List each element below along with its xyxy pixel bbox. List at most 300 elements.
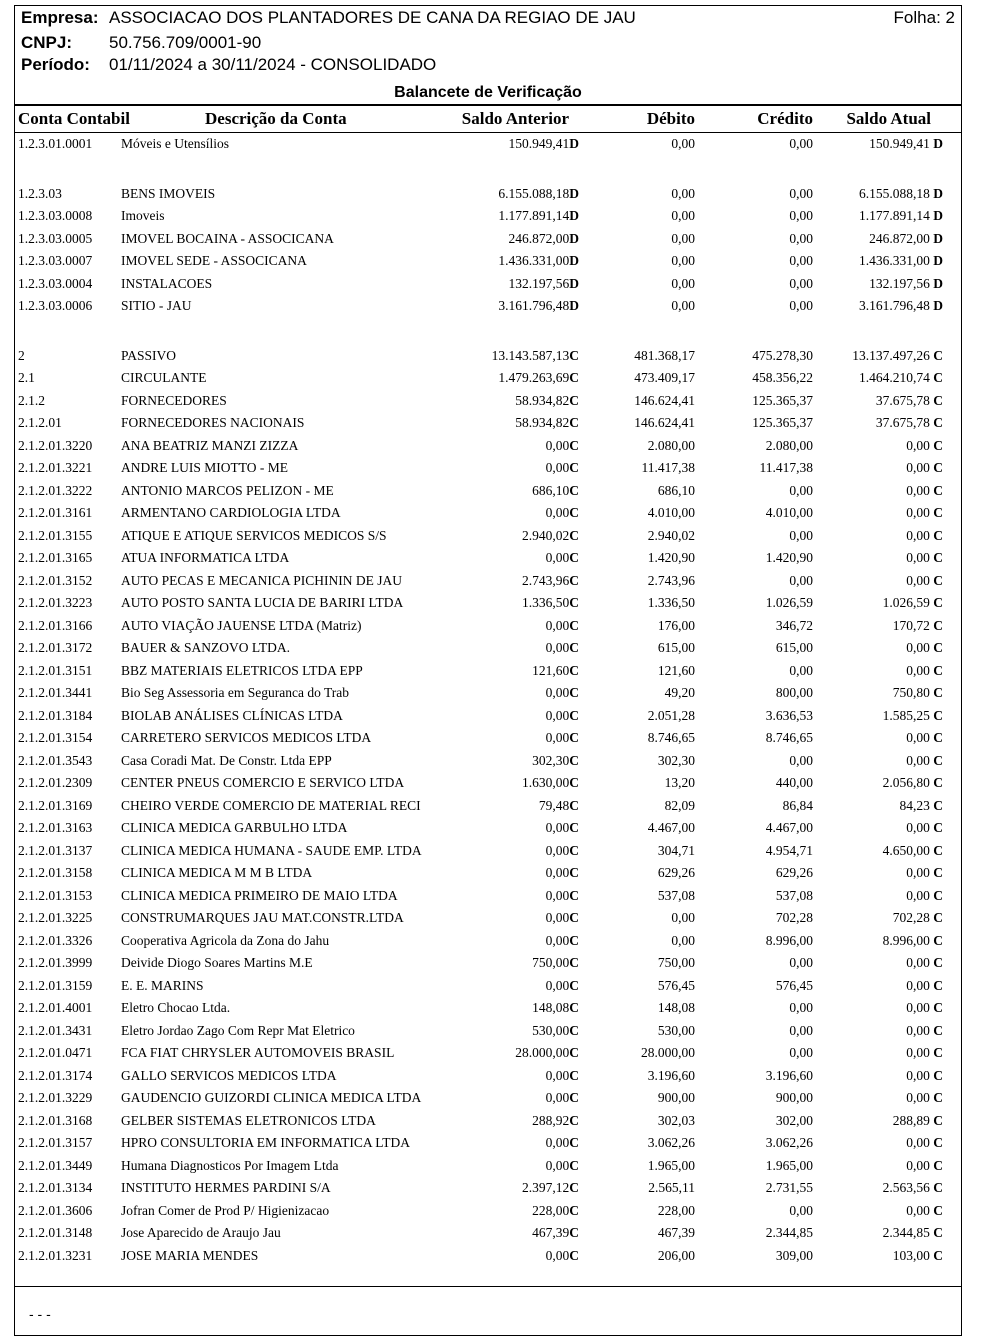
account-code-code: 2.1.2.01.3543 xyxy=(18,752,93,768)
account-code xyxy=(18,930,92,953)
credito-cell-cred: 0,00 xyxy=(789,1045,813,1060)
credito-cell xyxy=(783,795,813,818)
debito-cell-deb: 0,00 xyxy=(671,185,695,201)
saldo-anterior-cell-prev_t: C xyxy=(569,1202,579,1218)
saldo-atual-cell xyxy=(883,930,943,953)
saldo-anterior-cell xyxy=(546,862,579,885)
saldo-anterior-cell-prev_t: C xyxy=(569,730,579,745)
debito-cell-deb: 750,00 xyxy=(657,955,695,970)
credito-cell-cred: 3.062,26 xyxy=(765,1135,813,1150)
credito-cell-cred: 576,45 xyxy=(775,977,813,993)
account-description-desc: Jofran Comer de Prod P/ Higienizacao xyxy=(121,1202,330,1218)
saldo-anterior-cell-prev: 0,00 xyxy=(545,865,570,880)
credito-cell-cred: 0,00 xyxy=(789,752,813,768)
saldo-anterior-cell xyxy=(522,772,579,795)
credito-cell-cred: 0,00 xyxy=(789,482,813,498)
debito-cell xyxy=(648,817,695,840)
credito-cell-cred: 0,00 xyxy=(789,1022,813,1038)
account-code xyxy=(18,205,92,228)
account-code-code: 2.1.2.01.3221 xyxy=(18,460,93,475)
account-code-code: 2.1.2.01.3606 xyxy=(18,1202,93,1218)
saldo-anterior-cell-prev: 1.177.891,14 xyxy=(498,208,570,223)
saldo-anterior-cell xyxy=(546,1245,579,1268)
saldo-atual-cell-cur_t: C xyxy=(933,955,943,970)
saldo-atual-cell xyxy=(893,1110,943,1133)
saldo-anterior-cell xyxy=(532,660,579,683)
debito-cell xyxy=(665,795,695,818)
credito-cell-cred: 1.965,00 xyxy=(765,1157,813,1173)
saldo-atual-cell-cur_t: C xyxy=(933,887,943,903)
saldo-anterior-cell xyxy=(515,1042,579,1065)
credito-cell-cred: 2.344,85 xyxy=(765,1225,813,1240)
account-code-code: 2.1.2.01.3161 xyxy=(18,505,93,520)
account-code xyxy=(18,1020,92,1043)
account-description xyxy=(121,570,402,593)
account-code xyxy=(18,750,92,773)
saldo-atual-cell-cur: 13.137.497,26 xyxy=(852,347,930,363)
account-description xyxy=(121,1132,410,1155)
debito-cell xyxy=(648,705,695,728)
saldo-anterior-cell-prev: 0,00 xyxy=(545,977,570,993)
table-row xyxy=(15,1155,961,1178)
saldo-atual-cell-cur: 702,28 xyxy=(892,910,930,925)
credito-cell xyxy=(789,750,813,773)
saldo-atual-cell xyxy=(859,250,943,273)
saldo-anterior-cell-prev: 6.155.088,18 xyxy=(498,185,570,201)
account-description xyxy=(121,817,347,840)
account-code xyxy=(18,250,92,273)
account-code-code: 2.1.2.01.3152 xyxy=(18,572,93,588)
account-description-desc: BENS IMOVEIS xyxy=(121,185,216,201)
debito-cell xyxy=(658,615,695,638)
saldo-anterior-cell-prev_t: C xyxy=(569,955,579,970)
empresa-line xyxy=(21,7,636,29)
account-description-desc: Eletro Jordao Zago Com Repr Mat Eletrico xyxy=(121,1022,355,1038)
saldo-anterior-cell-prev: 2.397,12 xyxy=(522,1180,570,1195)
debito-cell-deb: 28.000,00 xyxy=(641,1045,695,1060)
saldo-atual-cell-cur: 0,00 xyxy=(906,1000,930,1015)
debito-cell xyxy=(658,840,695,863)
saldo-anterior-cell xyxy=(546,682,579,705)
credito-cell xyxy=(776,1110,813,1133)
saldo-atual-cell-cur: 170,72 xyxy=(892,617,930,633)
debito-cell-deb: 0,00 xyxy=(671,932,695,948)
saldo-atual-cell-cur: 6.155.088,18 xyxy=(859,185,930,201)
saldo-atual-cell xyxy=(906,997,943,1020)
saldo-anterior-cell-prev: 0,00 xyxy=(545,617,570,633)
account-code-code: 2.1.2.01.3165 xyxy=(18,550,93,565)
saldo-atual-cell-cur_t: C xyxy=(933,1225,943,1240)
account-code-code: 1.2.3.03.0007 xyxy=(18,253,93,268)
saldo-atual-cell-cur_t: C xyxy=(933,527,943,543)
saldo-atual-cell xyxy=(859,295,943,318)
column-saldo-anterior: Saldo Anterior xyxy=(461,109,569,128)
table-row xyxy=(15,1087,961,1110)
table-row xyxy=(15,412,961,435)
saldo-atual-cell xyxy=(869,133,943,156)
debito-cell-deb: 4.010,00 xyxy=(647,505,695,520)
credito-cell-cred: 702,28 xyxy=(775,910,813,925)
saldo-atual-cell-cur_t: D xyxy=(933,208,943,223)
account-code-code: 2.1.2.01.4001 xyxy=(18,1000,93,1015)
saldo-anterior-cell xyxy=(546,885,579,908)
saldo-atual-cell-cur: 0,00 xyxy=(906,1045,930,1060)
saldo-anterior-cell-prev: 1.630,00 xyxy=(522,775,570,790)
saldo-atual-cell-cur_t: C xyxy=(933,370,943,385)
account-description xyxy=(121,502,341,525)
saldo-anterior-cell-prev_t: C xyxy=(569,752,579,768)
saldo-atual-cell-cur_t: C xyxy=(933,415,943,430)
saldo-anterior-cell-prev: 2.940,02 xyxy=(522,527,570,543)
credito-cell-cred: 2.080,00 xyxy=(765,437,813,453)
saldo-anterior-cell xyxy=(546,1155,579,1178)
saldo-atual-cell-cur: 0,00 xyxy=(906,482,930,498)
folha-label: Folha: xyxy=(893,8,941,27)
table-row xyxy=(15,390,961,413)
credito-cell-cred: 3.636,53 xyxy=(765,707,813,723)
saldo-atual-cell-cur_t: C xyxy=(933,662,943,678)
debito-cell-deb: 0,00 xyxy=(671,208,695,223)
saldo-atual-cell xyxy=(906,1020,943,1043)
saldo-anterior-cell xyxy=(546,547,579,570)
debito-cell xyxy=(671,228,695,251)
saldo-atual-cell-cur_t: C xyxy=(933,1045,943,1060)
credito-cell-cred: 0,00 xyxy=(789,662,813,678)
account-description-desc: ATIQUE E ATIQUE SERVICOS MEDICOS S/S xyxy=(121,527,387,543)
account-description-desc: CLINICA MEDICA HUMANA - SAUDE EMP. LTDA xyxy=(121,842,422,858)
saldo-anterior-cell-prev_t: C xyxy=(569,505,579,520)
empresa-label: Empresa: xyxy=(21,8,99,27)
folha xyxy=(894,7,955,29)
saldo-anterior-cell xyxy=(532,1222,579,1245)
account-code-code: 1.2.3.01.0001 xyxy=(18,136,93,151)
saldo-atual-cell xyxy=(906,952,943,975)
debito-cell-deb: 146.624,41 xyxy=(634,415,695,430)
account-description-desc: Casa Coradi Mat. De Constr. Ltda EPP xyxy=(121,752,332,768)
account-description-desc: Bio Seg Assessoria em Seguranca do Trab xyxy=(121,685,349,700)
saldo-anterior-cell xyxy=(498,250,579,273)
debito-cell-deb: 473.409,17 xyxy=(634,370,695,385)
account-code-code: 2.1.2.01.3231 xyxy=(18,1247,93,1263)
credito-cell-cred: 1.420,90 xyxy=(765,550,813,565)
saldo-atual-cell-cur: 1.026,59 xyxy=(882,595,930,610)
saldo-anterior-cell-prev_t: C xyxy=(569,887,579,903)
account-code xyxy=(18,273,92,296)
saldo-anterior-cell-prev: 530,00 xyxy=(532,1022,570,1038)
saldo-atual-cell-cur_t: C xyxy=(933,685,943,700)
credito-cell xyxy=(776,975,813,998)
account-code xyxy=(18,1245,92,1268)
account-code xyxy=(18,907,92,930)
saldo-anterior-cell-prev_t: D xyxy=(569,136,579,151)
saldo-anterior-cell-prev: 79,48 xyxy=(538,797,570,813)
debito-cell xyxy=(648,502,695,525)
saldo-anterior-cell-prev: 228,00 xyxy=(532,1202,570,1218)
saldo-anterior-cell xyxy=(498,205,579,228)
saldo-anterior-cell-prev: 0,00 xyxy=(545,1247,570,1263)
credito-cell xyxy=(776,772,813,795)
debito-cell-deb: 615,00 xyxy=(657,640,695,655)
saldo-atual-cell-cur: 8.996,00 xyxy=(882,932,930,948)
debito-cell xyxy=(648,1155,695,1178)
credito-cell-cred: 0,00 xyxy=(789,275,813,291)
debito-cell xyxy=(671,133,695,156)
credito-cell-cred: 0,00 xyxy=(789,527,813,543)
saldo-atual-cell xyxy=(906,1132,943,1155)
saldo-atual-cell-cur: 132.197,56 xyxy=(869,275,930,291)
account-code-code: 2.1.2.01.3154 xyxy=(18,730,93,745)
credito-cell-cred: 302,00 xyxy=(775,1112,813,1128)
saldo-atual-cell xyxy=(906,1155,943,1178)
account-description xyxy=(121,435,298,458)
saldo-anterior-cell xyxy=(522,525,579,548)
saldo-anterior-cell-prev: 0,00 xyxy=(545,1067,570,1083)
account-code xyxy=(18,1065,92,1088)
saldo-anterior-cell xyxy=(546,435,579,458)
saldo-atual-cell-cur_t: C xyxy=(933,460,943,475)
account-description xyxy=(121,205,165,228)
account-description-desc: Móveis e Utensílios xyxy=(121,136,229,151)
saldo-atual-cell xyxy=(906,660,943,683)
account-description-desc: CARRETERO SERVICOS MEDICOS LTDA xyxy=(121,730,372,745)
account-description-desc: Cooperativa Agricola da Zona do Jahu xyxy=(121,932,330,948)
saldo-atual-cell-cur: 0,00 xyxy=(906,887,930,903)
credito-cell-cred: 0,00 xyxy=(789,1000,813,1015)
account-description xyxy=(121,367,207,390)
saldo-atual-cell-cur_t: C xyxy=(933,730,943,745)
account-description-desc: GALLO SERVICOS MEDICOS LTDA xyxy=(121,1067,337,1083)
debito-cell-deb: 8.746,65 xyxy=(647,730,695,745)
account-code xyxy=(18,817,92,840)
account-description xyxy=(121,228,334,251)
saldo-anterior-cell-prev_t: D xyxy=(569,230,579,246)
table-row xyxy=(15,183,961,206)
account-description xyxy=(121,727,371,750)
saldo-anterior-cell-prev_t: C xyxy=(569,347,579,363)
periodo-label: Período: xyxy=(21,55,90,74)
debito-cell-deb: 228,00 xyxy=(657,1202,695,1218)
saldo-atual-cell-cur: 0,00 xyxy=(906,955,930,970)
account-code xyxy=(18,885,92,908)
account-code xyxy=(18,547,92,570)
saldo-atual-cell-cur: 2.563,56 xyxy=(882,1180,930,1195)
saldo-atual-cell-cur: 0,00 xyxy=(906,1135,930,1150)
saldo-atual-cell-cur_t: C xyxy=(933,347,943,363)
account-code-code: 2.1.2.01.3137 xyxy=(18,842,93,858)
account-description xyxy=(121,682,349,705)
saldo-atual-cell-cur_t: C xyxy=(933,595,943,610)
saldo-anterior-cell-prev: 1.479.263,69 xyxy=(498,370,570,385)
account-description xyxy=(121,907,404,930)
debito-cell-deb: 146.624,41 xyxy=(634,392,695,408)
debito-cell xyxy=(648,1132,695,1155)
saldo-atual-cell xyxy=(906,750,943,773)
account-description-desc: Humana Diagnosticos Por Imagem Ltda xyxy=(121,1157,339,1173)
account-description xyxy=(121,133,229,156)
spacer-row xyxy=(15,156,961,183)
saldo-atual-cell xyxy=(906,435,943,458)
account-description xyxy=(121,1042,394,1065)
debito-cell xyxy=(671,295,695,318)
account-code xyxy=(18,1132,92,1155)
saldo-anterior-cell-prev_t: C xyxy=(569,707,579,723)
table-row xyxy=(15,637,961,660)
account-description xyxy=(121,1020,355,1043)
saldo-anterior-cell-prev_t: C xyxy=(569,415,579,430)
debito-cell xyxy=(648,592,695,615)
debito-cell-deb: 49,20 xyxy=(664,685,695,700)
debito-cell-deb: 0,00 xyxy=(671,298,695,313)
debito-cell-deb: 2.940,02 xyxy=(647,527,695,543)
debito-cell xyxy=(658,1110,695,1133)
debito-cell xyxy=(658,480,695,503)
account-code-code: 2.1.2.01.3157 xyxy=(18,1135,93,1150)
account-code xyxy=(18,435,92,458)
saldo-anterior-cell xyxy=(546,1087,579,1110)
debito-cell-deb: 0,00 xyxy=(671,910,695,925)
debito-cell-deb: 1.965,00 xyxy=(647,1157,695,1173)
debito-cell xyxy=(658,750,695,773)
account-description xyxy=(121,705,343,728)
saldo-atual-cell-cur: 0,00 xyxy=(906,527,930,543)
saldo-anterior-cell-prev_t: C xyxy=(569,370,579,385)
account-code xyxy=(18,183,62,206)
account-code xyxy=(18,772,92,795)
credito-cell xyxy=(776,862,813,885)
saldo-atual-cell xyxy=(876,412,943,435)
debito-cell xyxy=(648,435,695,458)
table-row xyxy=(15,1200,961,1223)
saldo-anterior-cell-prev_t: C xyxy=(569,1090,579,1105)
saldo-atual-cell xyxy=(906,457,943,480)
saldo-atual-cell xyxy=(893,1245,943,1268)
saldo-anterior-cell-prev: 0,00 xyxy=(545,842,570,858)
account-description-desc: CLINICA MEDICA PRIMEIRO DE MAIO LTDA xyxy=(121,887,398,903)
saldo-atual-cell-cur: 0,00 xyxy=(906,1090,930,1105)
saldo-anterior-cell-prev_t: D xyxy=(569,208,579,223)
credito-cell xyxy=(766,1065,813,1088)
credito-cell xyxy=(776,907,813,930)
account-code xyxy=(18,862,92,885)
credito-cell-cred: 309,00 xyxy=(775,1247,813,1263)
saldo-anterior-cell-prev_t: D xyxy=(569,298,579,313)
table-row xyxy=(15,1132,961,1155)
saldo-atual-cell-cur_t: C xyxy=(933,820,943,835)
debito-cell xyxy=(648,727,695,750)
saldo-atual-cell-cur_t: C xyxy=(933,572,943,588)
credito-cell-cred: 1.026,59 xyxy=(765,595,813,610)
account-code-code: 2.1.2.01.3326 xyxy=(18,932,93,948)
debito-cell xyxy=(648,570,695,593)
account-description xyxy=(121,952,313,975)
saldo-anterior-cell xyxy=(522,1177,579,1200)
account-description-desc: INSTALACOES xyxy=(121,275,213,291)
debito-cell xyxy=(658,1020,695,1043)
debito-cell-deb: 2.743,96 xyxy=(647,572,695,588)
account-code-code: 2.1.2.01.3441 xyxy=(18,685,93,700)
account-code-code: 2.1.2.01.3163 xyxy=(18,820,93,835)
account-description-desc: AUTO PECAS E MECANICA PICHININ DE JAU xyxy=(121,572,403,588)
saldo-anterior-cell-prev_t: C xyxy=(569,617,579,633)
saldo-anterior-cell xyxy=(522,592,579,615)
credito-cell xyxy=(789,133,813,156)
saldo-anterior-cell xyxy=(546,930,579,953)
credito-cell-cred: 3.196,60 xyxy=(765,1067,813,1083)
account-code xyxy=(18,412,62,435)
credito-cell xyxy=(789,952,813,975)
saldo-anterior-cell xyxy=(546,502,579,525)
saldo-atual-cell xyxy=(906,637,943,660)
saldo-atual-cell xyxy=(859,183,943,206)
saldo-anterior-cell xyxy=(532,1110,579,1133)
saldo-anterior-cell-prev: 750,00 xyxy=(532,955,570,970)
saldo-anterior-cell-prev_t: D xyxy=(569,253,579,268)
saldo-atual-cell xyxy=(876,390,943,413)
table-row xyxy=(15,570,961,593)
account-description-desc: ATUA INFORMATICA LTDA xyxy=(121,550,290,565)
debito-cell xyxy=(671,273,695,296)
saldo-anterior-cell-prev_t: C xyxy=(569,1180,579,1195)
account-code xyxy=(18,502,92,525)
saldo-anterior-cell-prev_t: C xyxy=(569,1045,579,1060)
account-code xyxy=(18,133,92,156)
account-description xyxy=(121,1245,258,1268)
debito-cell xyxy=(634,412,695,435)
account-description-desc: CIRCULANTE xyxy=(121,370,207,385)
credito-cell xyxy=(789,1042,813,1065)
account-code-code: 2.1.2.01.3169 xyxy=(18,797,93,813)
credito-cell-cred: 440,00 xyxy=(775,775,813,790)
credito-cell xyxy=(776,1087,813,1110)
table-row xyxy=(15,592,961,615)
account-code-code: 2.1.2.01.3223 xyxy=(18,595,93,610)
table-row xyxy=(15,682,961,705)
saldo-atual-cell xyxy=(906,547,943,570)
debito-cell-deb: 576,45 xyxy=(657,977,695,993)
credito-cell xyxy=(766,1132,813,1155)
credito-cell-cred: 458.356,22 xyxy=(752,370,813,385)
saldo-anterior-cell xyxy=(532,750,579,773)
credito-cell xyxy=(766,1155,813,1178)
credito-cell xyxy=(776,615,813,638)
credito-cell xyxy=(776,637,813,660)
saldo-anterior-cell xyxy=(509,133,580,156)
account-code-code: 2 xyxy=(18,347,25,363)
account-description-desc: CLINICA MEDICA M M B LTDA xyxy=(121,865,313,880)
saldo-anterior-cell xyxy=(546,705,579,728)
saldo-anterior-cell-prev: 0,00 xyxy=(545,640,570,655)
account-description xyxy=(121,637,290,660)
account-description-desc: AUTO POSTO SANTA LUCIA DE BARIRI LTDA xyxy=(121,595,404,610)
credito-cell xyxy=(766,435,813,458)
account-code xyxy=(18,975,92,998)
saldo-anterior-cell xyxy=(498,183,579,206)
account-code xyxy=(18,615,92,638)
saldo-anterior-cell-prev: 121,60 xyxy=(532,662,570,678)
saldo-atual-cell-cur_t: D xyxy=(933,298,943,313)
account-description xyxy=(121,862,312,885)
credito-cell xyxy=(789,660,813,683)
credito-cell xyxy=(766,817,813,840)
account-code-code: 2.1.2.01.3168 xyxy=(18,1112,93,1128)
saldo-anterior-cell xyxy=(498,367,579,390)
account-description xyxy=(121,1155,338,1178)
table-row xyxy=(15,250,961,273)
credito-cell-cred: 4.954,71 xyxy=(765,842,813,858)
saldo-atual-cell-cur_t: C xyxy=(933,707,943,723)
credito-cell-cred: 0,00 xyxy=(789,572,813,588)
account-code-code: 2.1.2.01.3172 xyxy=(18,640,93,655)
